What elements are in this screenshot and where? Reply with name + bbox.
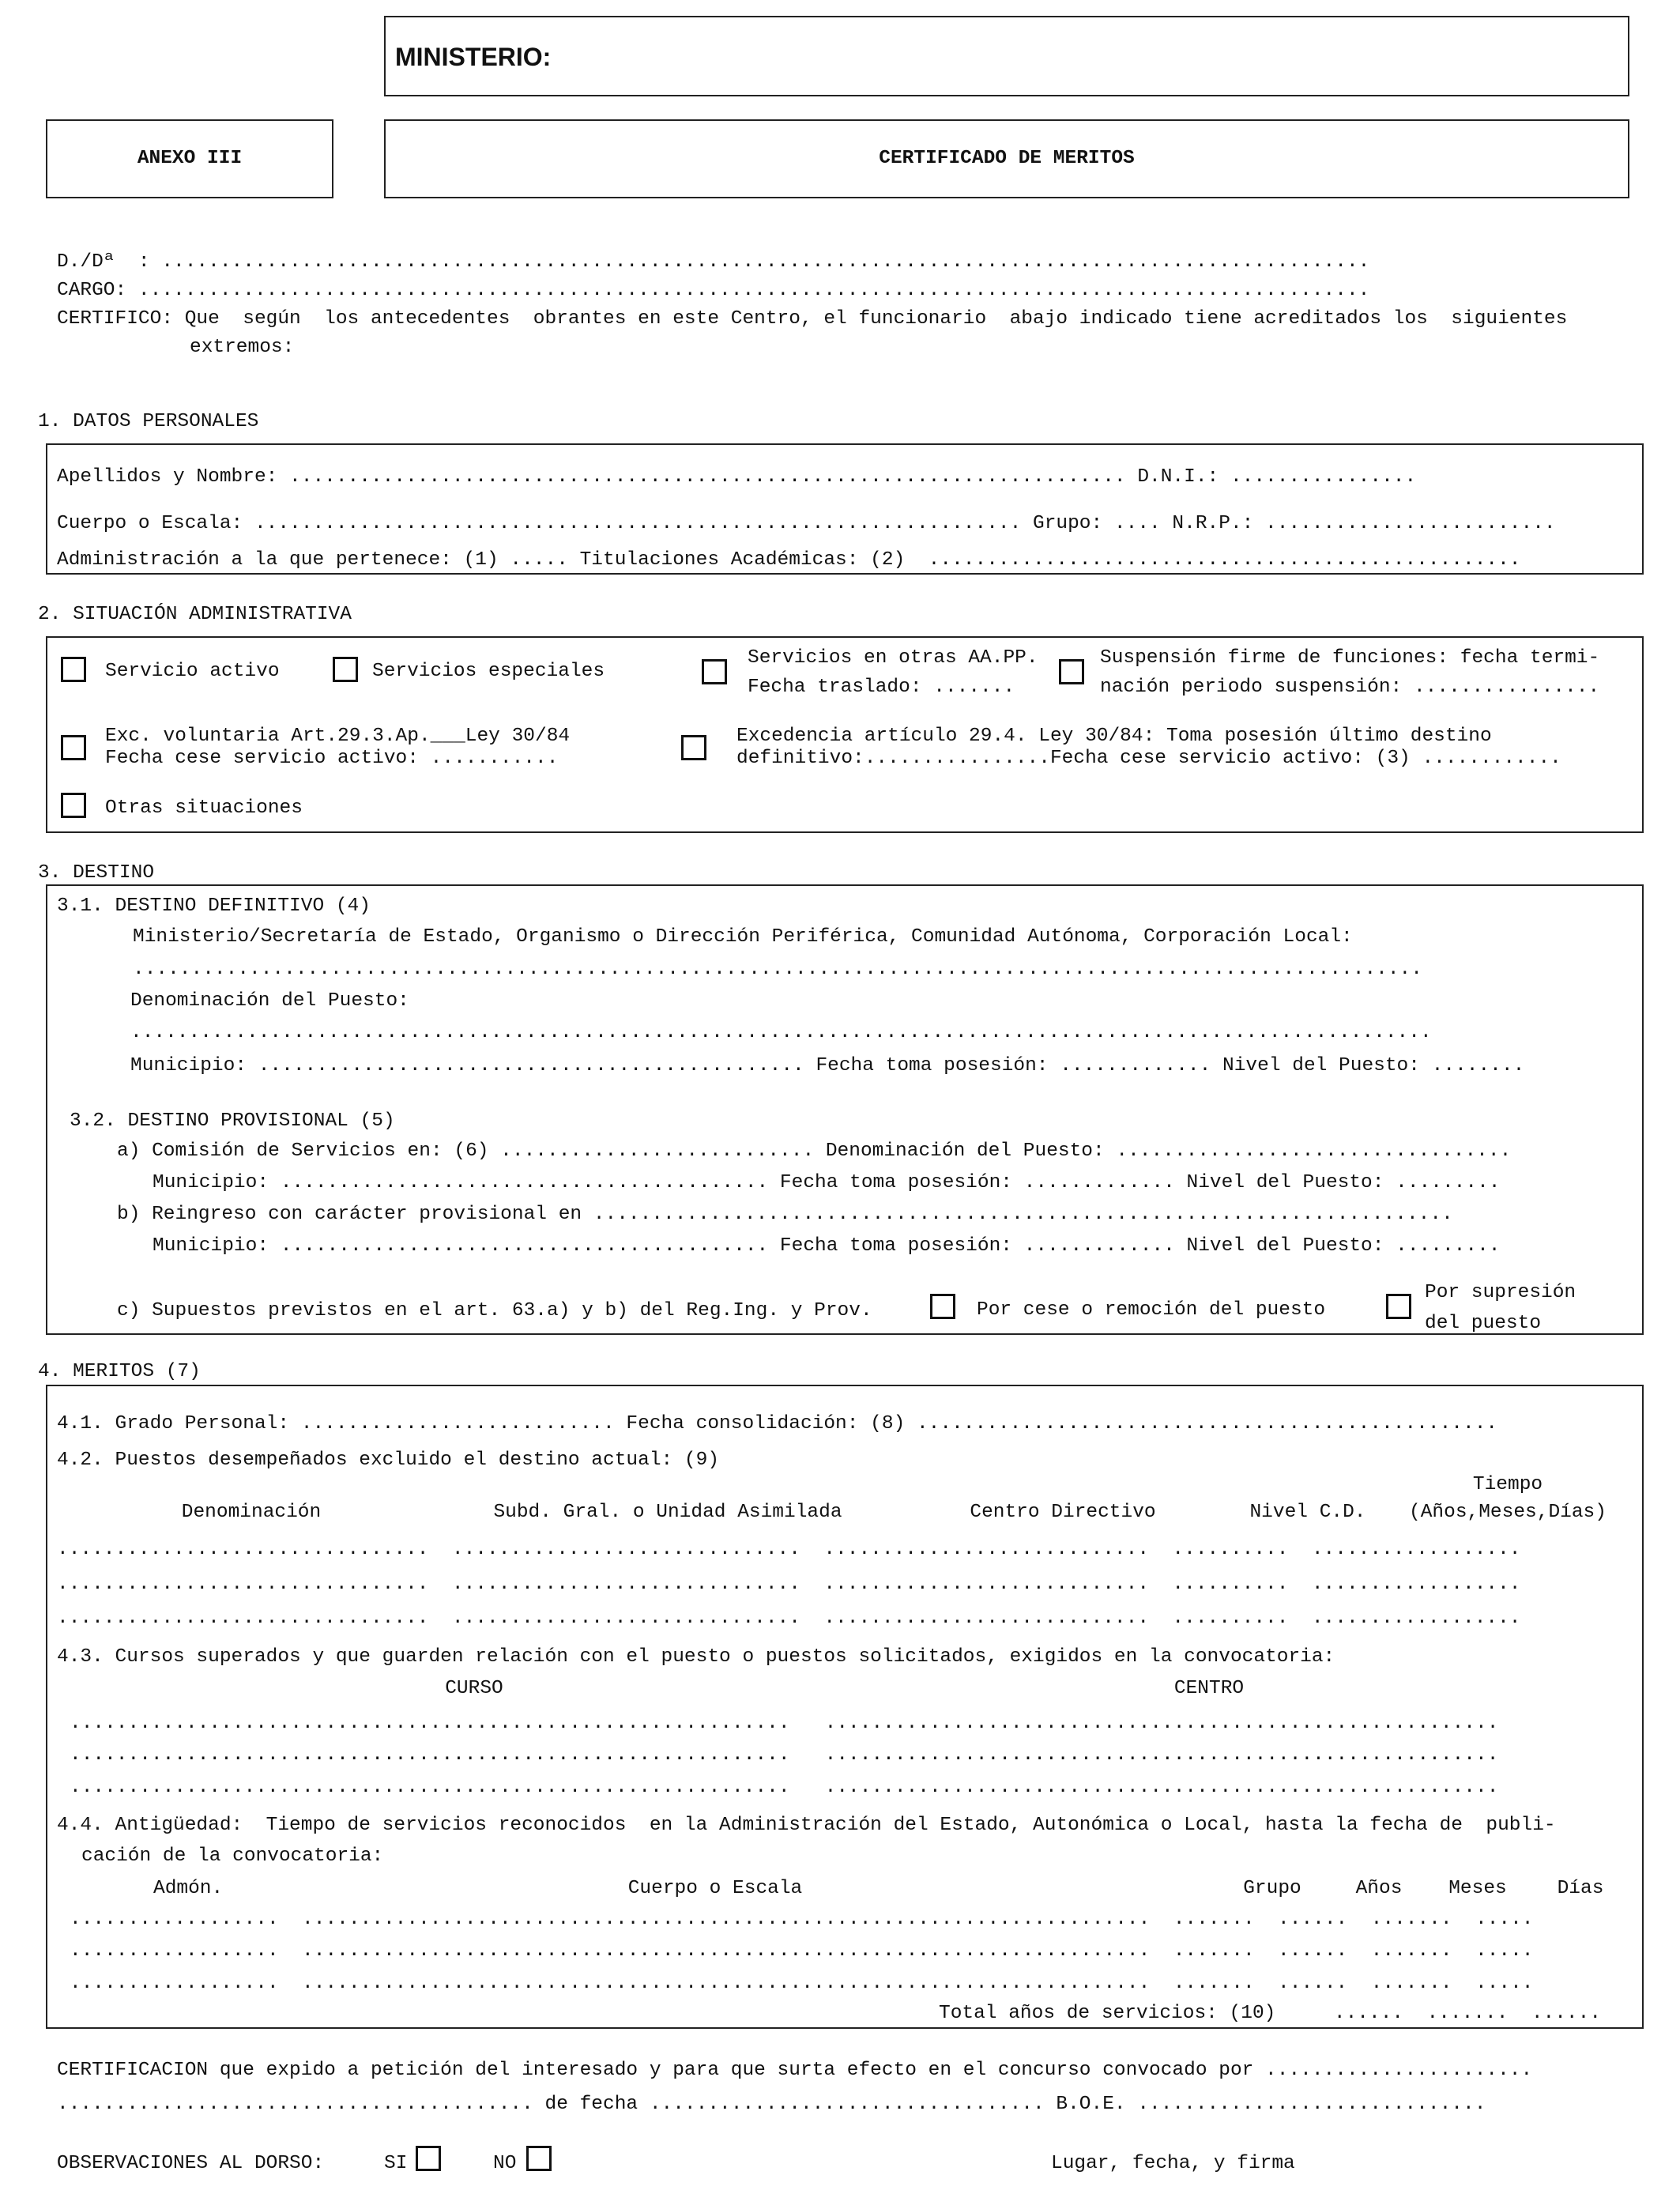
no-label: NO [493, 2153, 517, 2174]
antiguedad-line-2: cación de la convocatoria: [81, 1845, 384, 1867]
otras-aapp-checkbox[interactable] [702, 659, 727, 684]
excedencia-294-label-1: Excedencia artículo 29.4. Ley 30/84: Toma posesión último destino [736, 726, 1492, 747]
otras-situaciones-label: Otras situaciones [105, 797, 303, 819]
col-centro-directivo: Centro Directivo [970, 1502, 1156, 1523]
antiguedad-row: .................. ......................................................................... ....... ...... ....... ..... [70, 1909, 1534, 1930]
otras-situaciones-checkbox[interactable] [61, 793, 86, 818]
si-checkbox[interactable] [416, 2146, 441, 2171]
destino-municipio-line: Municipio: ............................................... Fecha toma posesión: ............. Nivel del Puesto: ........ [130, 1055, 1525, 1076]
servicios-especiales-label: Servicios especiales [372, 661, 605, 682]
supuestos-line: c) Supuestos previstos en el art. 63.a) y b) del Reg.Ing. y Prov. [117, 1300, 872, 1321]
grado-personal-line: 4.1. Grado Personal: ........................... Fecha consolidación: (8) .................................................. [57, 1413, 1498, 1434]
suspension-checkbox[interactable] [1059, 659, 1084, 684]
por-supresion-label-2: del puesto [1425, 1313, 1542, 1334]
exc-voluntaria-checkbox[interactable] [61, 735, 86, 760]
puestos-row: ................................ .............................. ............................ .......... .................. [57, 1608, 1521, 1629]
document-title: CERTIFICADO DE MERITOS [879, 148, 1135, 169]
cursos-row: .............................................................. .......................................................... [70, 1744, 1499, 1766]
cursos-row: .............................................................. .......................................................... [70, 1713, 1499, 1734]
suspension-label-2: nación periodo suspensión: ................ [1100, 677, 1600, 698]
lugar-fecha-firma: Lugar, fecha, y firma [1051, 2153, 1295, 2174]
destino-dots-2: ................................................................................................................ [130, 1022, 1432, 1043]
suspension-label-1: Suspensión firme de funciones: fecha termi- [1100, 647, 1600, 669]
reingreso-line: b) Reingreso con carácter provisional en .......................................................................... [117, 1204, 1453, 1225]
otras-aapp-label-1: Servicios en otras AA.PP. [748, 647, 1038, 669]
ministerio-label: MINISTERIO: [395, 43, 552, 71]
antiguedad-line-1: 4.4. Antigüedad: Tiempo de servicios reconocidos en la Administración del Estado, Autonómica o Local, hasta la fecha de publi- [57, 1815, 1556, 1836]
apellidos-line: Apellidos y Nombre: ........................................................................ D.N.I.: ................ [57, 466, 1417, 488]
por-supresion-checkbox[interactable] [1386, 1294, 1411, 1319]
otras-aapp-label-2: Fecha traslado: ....... [748, 677, 1015, 698]
cuerpo-line: Cuerpo o Escala: .................................................................. Grupo: .... N.R.P.: ......................... [57, 513, 1556, 534]
destino-ministerio-line: Ministerio/Secretaría de Estado, Organismo o Dirección Periférica, Comunidad Autónoma, Corporación Local: [133, 926, 1353, 948]
col-grupo: Grupo [1243, 1878, 1301, 1899]
comision-servicios-line: a) Comisión de Servicios en: (6) ........................... Denominación del Puesto: .................................. [117, 1140, 1512, 1162]
por-cese-label: Por cese o remoción del puesto [977, 1299, 1326, 1321]
cursos-row: .............................................................. .......................................................... [70, 1777, 1499, 1798]
excedencia-294-checkbox[interactable] [681, 735, 706, 760]
si-label: SI [384, 2153, 408, 2174]
dd-line: D./Dª : ........................................................................................................ [57, 251, 1370, 273]
comision-municipio-line: Municipio: .......................................... Fecha toma posesión: ............. Nivel del Puesto: ......... [153, 1172, 1501, 1193]
destino-denominacion-label: Denominación del Puesto: [130, 990, 409, 1012]
col-tiempo-1: Tiempo [1472, 1474, 1543, 1495]
certificacion-line-1: CERTIFICACION que expido a petición del interesado y para que surta efecto en el concurso convocado por ....................... [57, 2060, 1533, 2081]
certificacion-line-2: ......................................... de fecha .................................. B.O.E. .............................. [57, 2094, 1486, 2115]
destino-dots-1: ............................................................................................................... [133, 959, 1422, 980]
section-3-title: 3. DESTINO [38, 862, 155, 884]
no-checkbox[interactable] [526, 2146, 552, 2171]
servicio-activo-checkbox[interactable] [61, 657, 86, 682]
puestos-row: ................................ .............................. ............................ .......... .................. [57, 1574, 1521, 1595]
observaciones-label: OBSERVACIONES AL DORSO: [57, 2153, 325, 2174]
exc-voluntaria-label-1: Exc. voluntaria Art.29.3.Ap.___Ley 30/84 [105, 726, 571, 747]
por-cese-checkbox[interactable] [930, 1294, 955, 1319]
puestos-title: 4.2. Puestos desempeñados excluido el destino actual: (9) [57, 1449, 720, 1471]
total-servicios-line: Total años de servicios: (10) ...... ....... ...... [939, 2003, 1602, 2024]
administracion-line: Administración a la que pertenece: (1) ..... Titulaciones Académicas: (2) ................................................... [57, 549, 1521, 571]
antiguedad-row: .................. ......................................................................... ....... ...... ....... ..... [70, 1973, 1534, 1994]
destino-definitivo-title: 3.1. DESTINO DEFINITIVO (4) [57, 895, 371, 917]
cargo-line: CARGO: .......................................................................................................... [57, 280, 1370, 301]
puestos-row: ................................ .............................. ............................ .......... .................. [57, 1539, 1521, 1560]
col-nivel: Nivel C.D. [1249, 1502, 1366, 1523]
reingreso-municipio-line: Municipio: .......................................... Fecha toma posesión: ............. Nivel del Puesto: ......... [153, 1235, 1501, 1257]
servicios-especiales-checkbox[interactable] [333, 657, 358, 682]
col-curso: CURSO [445, 1678, 503, 1699]
section-2-title: 2. SITUACIÓN ADMINISTRATIVA [38, 604, 352, 625]
excedencia-294-label-2: definitivo:................Fecha cese servicio activo: (3) ............ [736, 748, 1561, 769]
col-cuerpo-escala: Cuerpo o Escala [627, 1878, 803, 1899]
destino-provisional-title: 3.2. DESTINO PROVISIONAL (5) [70, 1110, 395, 1132]
col-centro-curso: CENTRO [1173, 1678, 1245, 1699]
servicio-activo-label: Servicio activo [105, 661, 280, 682]
section-1-title: 1. DATOS PERSONALES [38, 411, 259, 432]
extremos-line: extremos: [190, 337, 295, 358]
certifico-line: CERTIFICO: Que según los antecedentes obrantes en este Centro, el funcionario abajo indicado tiene acreditados los siguientes [57, 308, 1568, 330]
col-dias: Días [1557, 1878, 1604, 1899]
por-supresion-label-1: Por supresión [1425, 1282, 1576, 1303]
col-admon: Admón. [153, 1878, 224, 1899]
col-tiempo-2: (Años,Meses,Días) [1409, 1502, 1607, 1523]
exc-voluntaria-label-2: Fecha cese servicio activo: ........... [105, 748, 559, 769]
antiguedad-row: .................. ......................................................................... ....... ...... ....... ..... [70, 1940, 1534, 1962]
col-anos: Años [1355, 1878, 1403, 1899]
col-denominacion: Denominación [181, 1502, 322, 1523]
col-subdireccion: Subd. Gral. o Unidad Asimilada [493, 1502, 842, 1523]
anexo-label: ANEXO III [137, 148, 243, 169]
cursos-title: 4.3. Cursos superados y que guarden relación con el puesto o puestos solicitados, exigidos en la convocatoria: [57, 1646, 1335, 1668]
section-4-title: 4. MERITOS (7) [38, 1361, 201, 1382]
ministerio-box [384, 16, 1629, 96]
col-meses: Meses [1448, 1878, 1507, 1899]
